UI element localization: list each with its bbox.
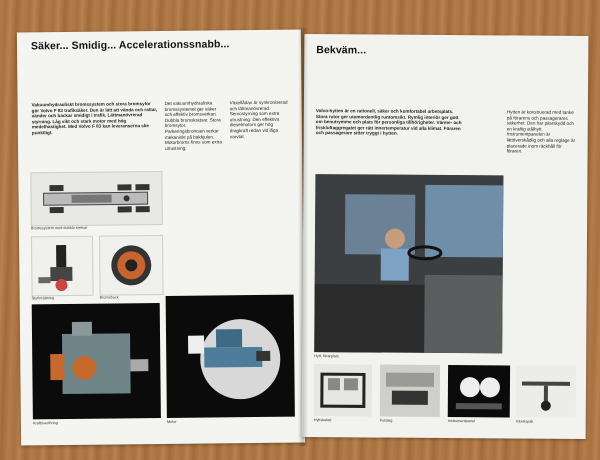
dashboard-image [448,365,510,417]
caption-brakes: Bromssystem med dubbla kretsar [30,225,88,231]
caption-gear-lever: Växelspak [515,419,534,424]
left-body-text-1: Det vakuumhydrauliska bromssystemet ger säker och effektiv bromsverkan. Dubbla bromskretsar. Stora bromsytor. Parkeringsbromsen verkar mekaniskt på bakhjulen. Motorbroms finns som extra utrustning. [164,100,222,151]
caption-brake-drum: Bromsback [99,295,119,300]
caption-step: Fotsteg [379,418,393,423]
steering-image [31,236,94,297]
cab-frame-image [314,364,372,416]
left-body-text-2: Växellådan är synkroniserad och lättmanövrerad. Servostyrning som extra utrustning. Den effektiva dieselmotorn ger hög dragkraft redan vid låga varvtal. [229,99,288,139]
right-heading: Bekväm... [316,44,367,57]
right-page [302,34,589,439]
engine-image [166,295,295,418]
caption-steering: Styrinrättning [31,296,55,301]
step-image [380,365,440,417]
gear-lever-image [516,365,576,417]
book-gutter [298,28,308,446]
caption-dashboard: Instrumentpanel [447,419,475,424]
caption-cab-frame: Hyttskelett [313,418,332,423]
caption-engine: Motor [166,419,177,424]
right-body-text: Hytten är konstruerad med tanke på förarens och passagerares säkerhet. Den har pilarskydd och en kraftig stålhytt. Instrumentpanelen är lättöverskådlig och alla reglage är placerade inom räckhåll för föraren. [506,109,576,154]
caption-transmission: Kraftöverföring [32,421,58,426]
left-heading: Säker... Smidig... Accelerationssnabb... [30,38,230,53]
left-intro-text: Vakuumhydrauliskt bromssystem och stora bromsytor gör Volvo F 83 trafiksäker. Den är lätt att vända och rattar, vänder och backar smidigt i trafik. Lättmanövrerad styrning. Låg vikt och stark motor med hög medelhastighet. Med Volvo F 83 kan leveranserna ske punktligt. [31,101,158,136]
brake-drum-image [99,235,164,296]
left-page [17,30,305,446]
transmission-image [32,303,161,419]
caption-cab: Hytt, förarplats [314,354,339,359]
cab-photo [314,174,503,353]
right-intro-text: Volvo-hytten är en rationell, säker och komfortabel arbetsplats. Stora rutor ger utomordentlig runtomsikt. Rymlig interiör ger gott om benutrymme och plats för personliga tillhörigheter. Värme- och friskluftaggregatet ger rätt innertemperatur vid alla klimat. Föraren och passagerare sitter tryggt i hytten. [315,108,462,137]
chassis-diagram [30,171,163,226]
